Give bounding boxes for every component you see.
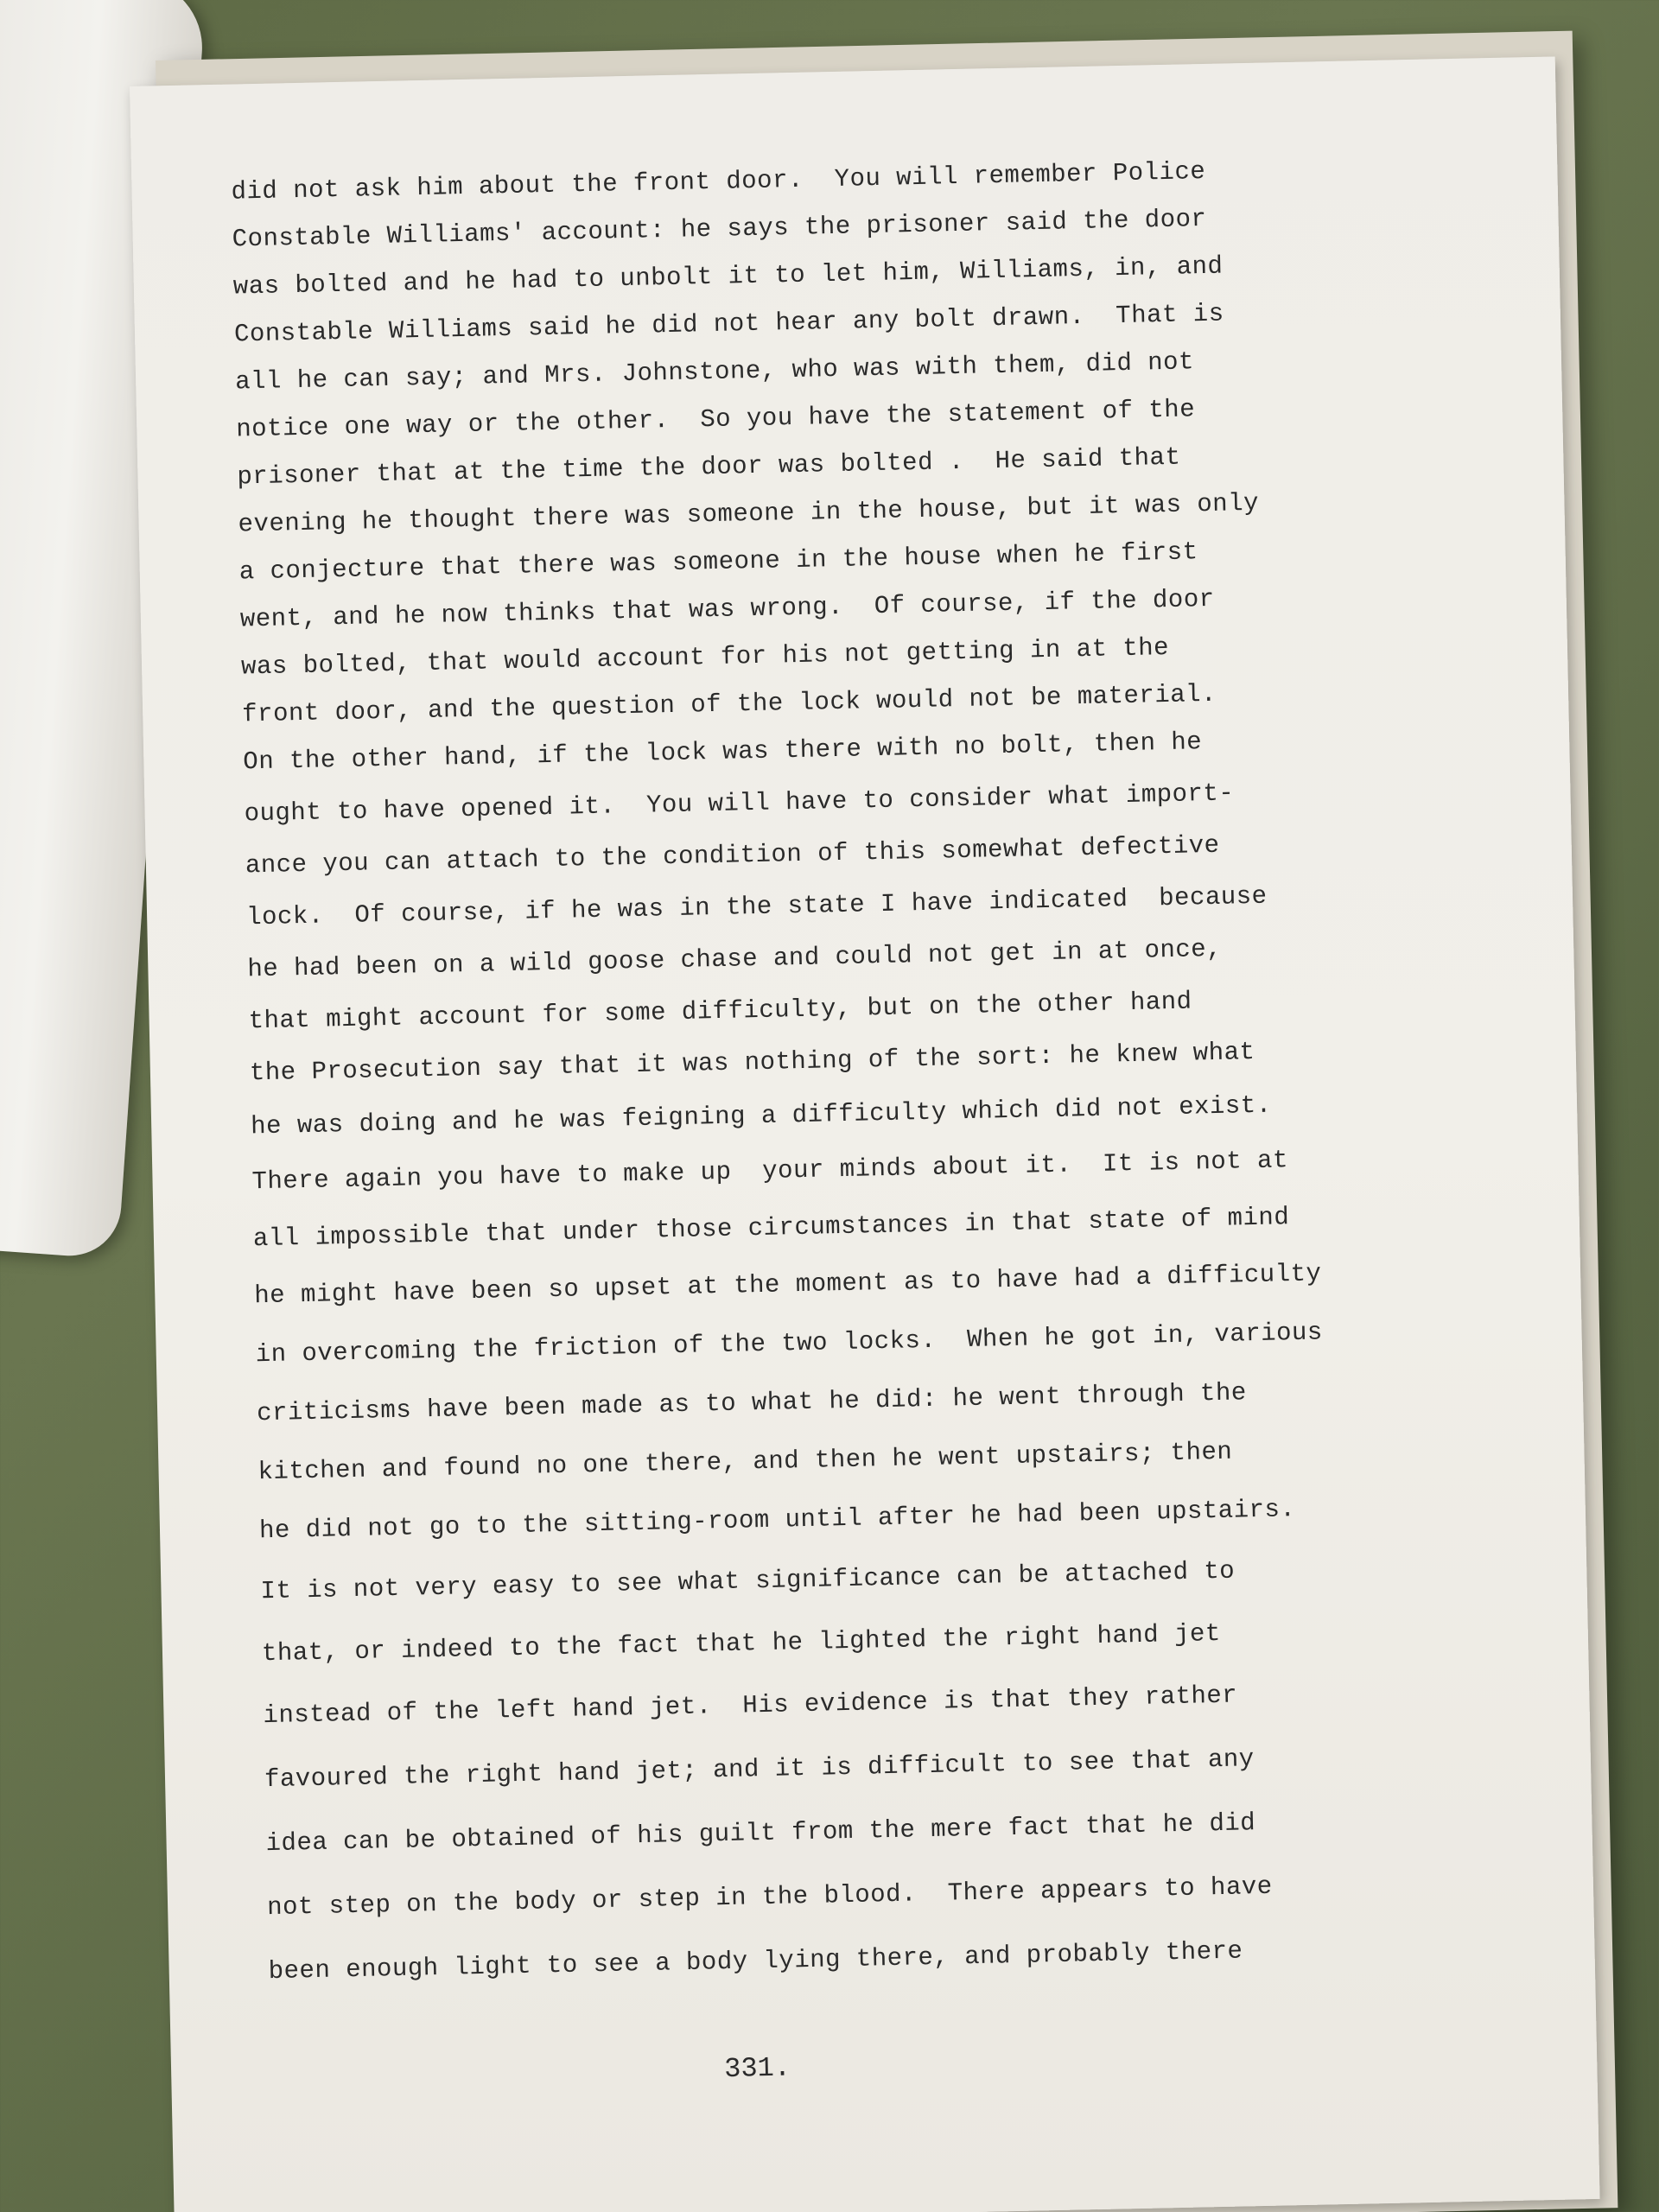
- text-line: notice one way or the other. So you have the statement of the: [235, 395, 1196, 444]
- text-line: was bolted, that would account for his not getting in at the: [240, 632, 1170, 682]
- typed-page: [130, 56, 1600, 2212]
- text-line: idea can be obtained of his guilt from the mere fact that he did: [265, 1808, 1256, 1859]
- text-line: Constable Williams' account: he says the prisoner said the door: [232, 204, 1207, 254]
- text-line: lock. Of course, if he was in the state I have indicated because: [245, 881, 1268, 932]
- text-line: ought to have opened it. You will have to consider what import-: [244, 779, 1235, 829]
- text-line: favoured the right hand jet; and it is difficult to see that any: [264, 1745, 1255, 1795]
- text-line: prisoner that at the time the door was bolted . He said that: [237, 442, 1181, 492]
- text-line: did not ask him about the front door. You will remember Police: [231, 156, 1206, 207]
- text-line: that, or indeed to the fact that he lighted the right hand jet: [261, 1618, 1222, 1669]
- text-line: went, and he now thinks that was wrong. Of course, if the door: [239, 584, 1215, 634]
- body-text: [231, 153, 1510, 1986]
- text-line: kitchen and found no one there, and then he went upstairs; then: [257, 1437, 1233, 1487]
- text-line: been enough light to see a body lying there, and probably there: [268, 1936, 1243, 1986]
- text-line: ance you can attach to the condition of this somewhat defective: [245, 830, 1220, 880]
- text-line: in overcoming the friction of the two locks. When he got in, various: [255, 1318, 1324, 1370]
- text-line: front door, and the question of the lock would not be material.: [241, 679, 1217, 729]
- page-number: 331.: [723, 2051, 791, 2086]
- text-line: Constable Williams said he did not hear any bolt drawn. That is: [233, 299, 1224, 349]
- text-line: instead of the left hand jet. His evidence is that they rather: [263, 1681, 1238, 1731]
- text-line: he had been on a wild goose chase and could not get in at once,: [247, 934, 1223, 984]
- text-line: all he can say; and Mrs. Johnstone, who was with them, did not: [234, 347, 1195, 397]
- text-line: On the other hand, if the lock was there with no bolt, then he: [243, 728, 1203, 777]
- text-line: a conjecture that there was someone in the house when he first: [238, 537, 1198, 587]
- text-line: he was doing and he was feigning a difficulty which did not exist.: [250, 1090, 1272, 1141]
- text-line: he might have been so upset at the moment as to have had a difficulty: [254, 1259, 1322, 1311]
- text-line: that might account for some difficulty, but on the other hand: [248, 987, 1192, 1036]
- text-line: the Prosecution say that it was nothing of the sort: he knew what: [249, 1037, 1255, 1088]
- text-line: all impossible that under those circumstances in that state of mind: [252, 1203, 1290, 1254]
- text-line: criticisms have been made as to what he did: he went through the: [256, 1378, 1248, 1428]
- text-line: not step on the body or step in the blood. There appears to have: [266, 1872, 1273, 1923]
- text-line: was bolted and he had to unbolt it to let him, Williams, in, and: [232, 251, 1224, 302]
- text-line: he did not go to the sitting-room until after he had been upstairs.: [258, 1495, 1296, 1546]
- text-line: There again you have to make up your minds about it. It is not at: [251, 1146, 1289, 1197]
- text-line: It is not very easy to see what significance can be attached to: [260, 1556, 1236, 1606]
- text-line: evening he thought there was someone in the house, but it was only: [238, 488, 1260, 539]
